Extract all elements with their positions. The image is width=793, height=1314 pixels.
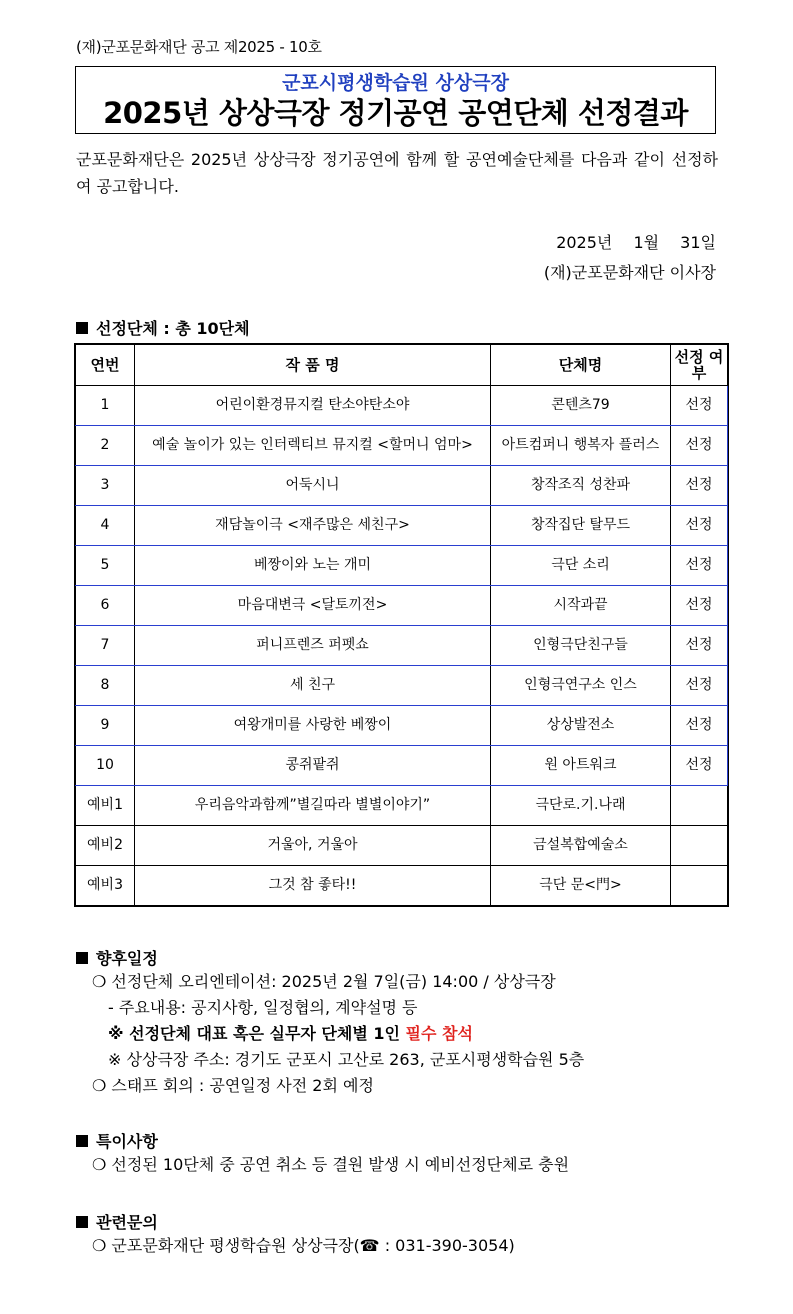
cell-group: 창작집단 탈무드 [491,506,671,546]
cell-no: 1 [76,386,135,426]
document-number: (재)군포문화재단 공고 제2025 - 10호 [76,38,322,56]
cell-no: 6 [76,586,135,626]
cell-no: 예비3 [76,866,135,906]
cell-group: 인형극연구소 인스 [491,666,671,706]
table-row [76,666,728,706]
col-header-work: 작 품 명 [135,345,491,386]
cell-status: 선정 [671,626,728,666]
cell-status: 선정 [671,506,728,546]
schedule-list [92,969,584,1099]
table-row [76,626,728,666]
staff-meeting-item: ❍ 스태프 회의 : 공연일정 사전 2회 예정 [92,1076,374,1095]
cell-no: 9 [76,706,135,746]
square-bullet-icon [76,952,88,964]
table-row [76,866,728,906]
cell-no: 2 [76,426,135,466]
cell-group: 콘텐츠79 [491,386,671,426]
cell-group: 아트컴퍼니 행복자 플러스 [491,426,671,466]
cell-work: 재담놀이극 <재주많은 세친구> [135,506,491,546]
cell-group: 원 아트워크 [491,746,671,786]
schedule-heading [76,946,158,969]
cell-work: 베짱이와 노는 개미 [135,546,491,586]
contact-item: ❍ 군포문화재단 평생학습원 상상극장(☎ : 031-390-3054) [92,1236,515,1255]
table-row [76,706,728,746]
cell-status: 선정 [671,386,728,426]
cell-group: 시작과끝 [491,586,671,626]
mandatory-attendance: 필수 참석 [405,1024,473,1043]
cell-work: 그것 참 좋타!! [135,866,491,906]
content-item: - 주요내용: 공지사항, 일정협의, 계약설명 등 [108,998,418,1017]
col-header-no: 연번 [76,345,135,386]
cell-no: 7 [76,626,135,666]
cell-status [671,866,728,906]
cell-status: 선정 [671,426,728,466]
table-row [76,746,728,786]
cell-status [671,826,728,866]
table-row [76,386,728,426]
special-list [92,1152,569,1178]
cell-group: 창작조직 성찬파 [491,466,671,506]
title-subtitle: 군포시평생학습원 상상극장 [282,72,509,94]
cell-no: 3 [76,466,135,506]
cell-group: 인형극단친구들 [491,626,671,666]
table-row [76,586,728,626]
cell-work: 콩쥐팥쥐 [135,746,491,786]
cell-no: 4 [76,506,135,546]
special-heading-text: 특이사항 [96,1132,158,1151]
cell-work: 우리음악과함께”별길따라 별별이야기” [135,786,491,826]
cell-work: 어둑시니 [135,466,491,506]
cell-status: 선정 [671,666,728,706]
col-header-group: 단체명 [491,345,671,386]
cell-work: 어린이환경뮤지컬 탄소야탄소야 [135,386,491,426]
table-row [76,826,728,866]
contact-heading [76,1210,158,1233]
square-bullet-icon [76,1216,88,1228]
page-title: 2025년 상상극장 정기공연 공연단체 선정결과 [103,96,688,130]
cell-status [671,786,728,826]
cell-work: 마음대변극 <달토끼전> [135,586,491,626]
contact-heading-text: 관련문의 [96,1213,158,1232]
intro-paragraph: 군포문화재단은 2025년 상상극장 정기공연에 함께 할 공연예술단체를 다음과 같이 선정하여 공고합니다. [76,150,718,196]
cell-work: 세 친구 [135,666,491,706]
cell-group: 극단 소리 [491,546,671,586]
table-row [76,506,728,546]
notice-date: 2025년 1월 31일 [556,233,716,252]
selection-heading [76,316,250,339]
cell-work: 예술 놀이가 있는 인터렉티브 뮤지컬 <할머니 엄마> [135,426,491,466]
col-header-status: 선정 여부 [671,345,728,386]
cell-work: 여왕개미를 사랑한 베짱이 [135,706,491,746]
square-bullet-icon [76,1135,88,1147]
cell-no: 예비2 [76,826,135,866]
table-row [76,426,728,466]
cell-status: 선정 [671,586,728,626]
cell-no: 예비1 [76,786,135,826]
cell-status: 선정 [671,466,728,506]
special-item: ❍ 선정된 10단체 중 공연 취소 등 결원 발생 시 예비선정단체로 충원 [92,1155,570,1174]
cell-work: 퍼니프렌즈 퍼펫쇼 [135,626,491,666]
cell-status: 선정 [671,746,728,786]
cell-status: 선정 [671,706,728,746]
issuer: (재)군포문화재단 이사장 [543,263,716,282]
cell-no: 5 [76,546,135,586]
cell-group: 극단로.기.나래 [491,786,671,826]
contact-list [92,1233,515,1259]
cell-group: 극단 문<門> [491,866,671,906]
selection-heading-text: 선정단체 : 총 10단체 [96,319,250,338]
selection-table [75,344,728,906]
table-row [76,786,728,826]
schedule-heading-text: 향후일정 [96,949,158,968]
cell-no: 8 [76,666,135,706]
table-row [76,466,728,506]
title-box [75,66,716,134]
attendance-notice [92,1021,584,1047]
orientation-item: ❍ 선정단체 오리엔테이션: 2025년 2월 7일(금) 14:00 / 상상극장 [92,972,556,991]
square-bullet-icon [76,322,88,334]
table-row [76,546,728,586]
cell-group: 상상발전소 [491,706,671,746]
attendance-notice-text: ※ 선정단체 대표 혹은 실무자 단체별 1인 [108,1024,406,1043]
address-item: ※ 상상극장 주소: 경기도 군포시 고산로 263, 군포시평생학습원 5층 [108,1050,585,1069]
cell-work: 거울아, 거울아 [135,826,491,866]
cell-status: 선정 [671,546,728,586]
special-heading [76,1129,158,1152]
table-header-row [76,345,728,386]
cell-group: 금설복합예술소 [491,826,671,866]
cell-no: 10 [76,746,135,786]
